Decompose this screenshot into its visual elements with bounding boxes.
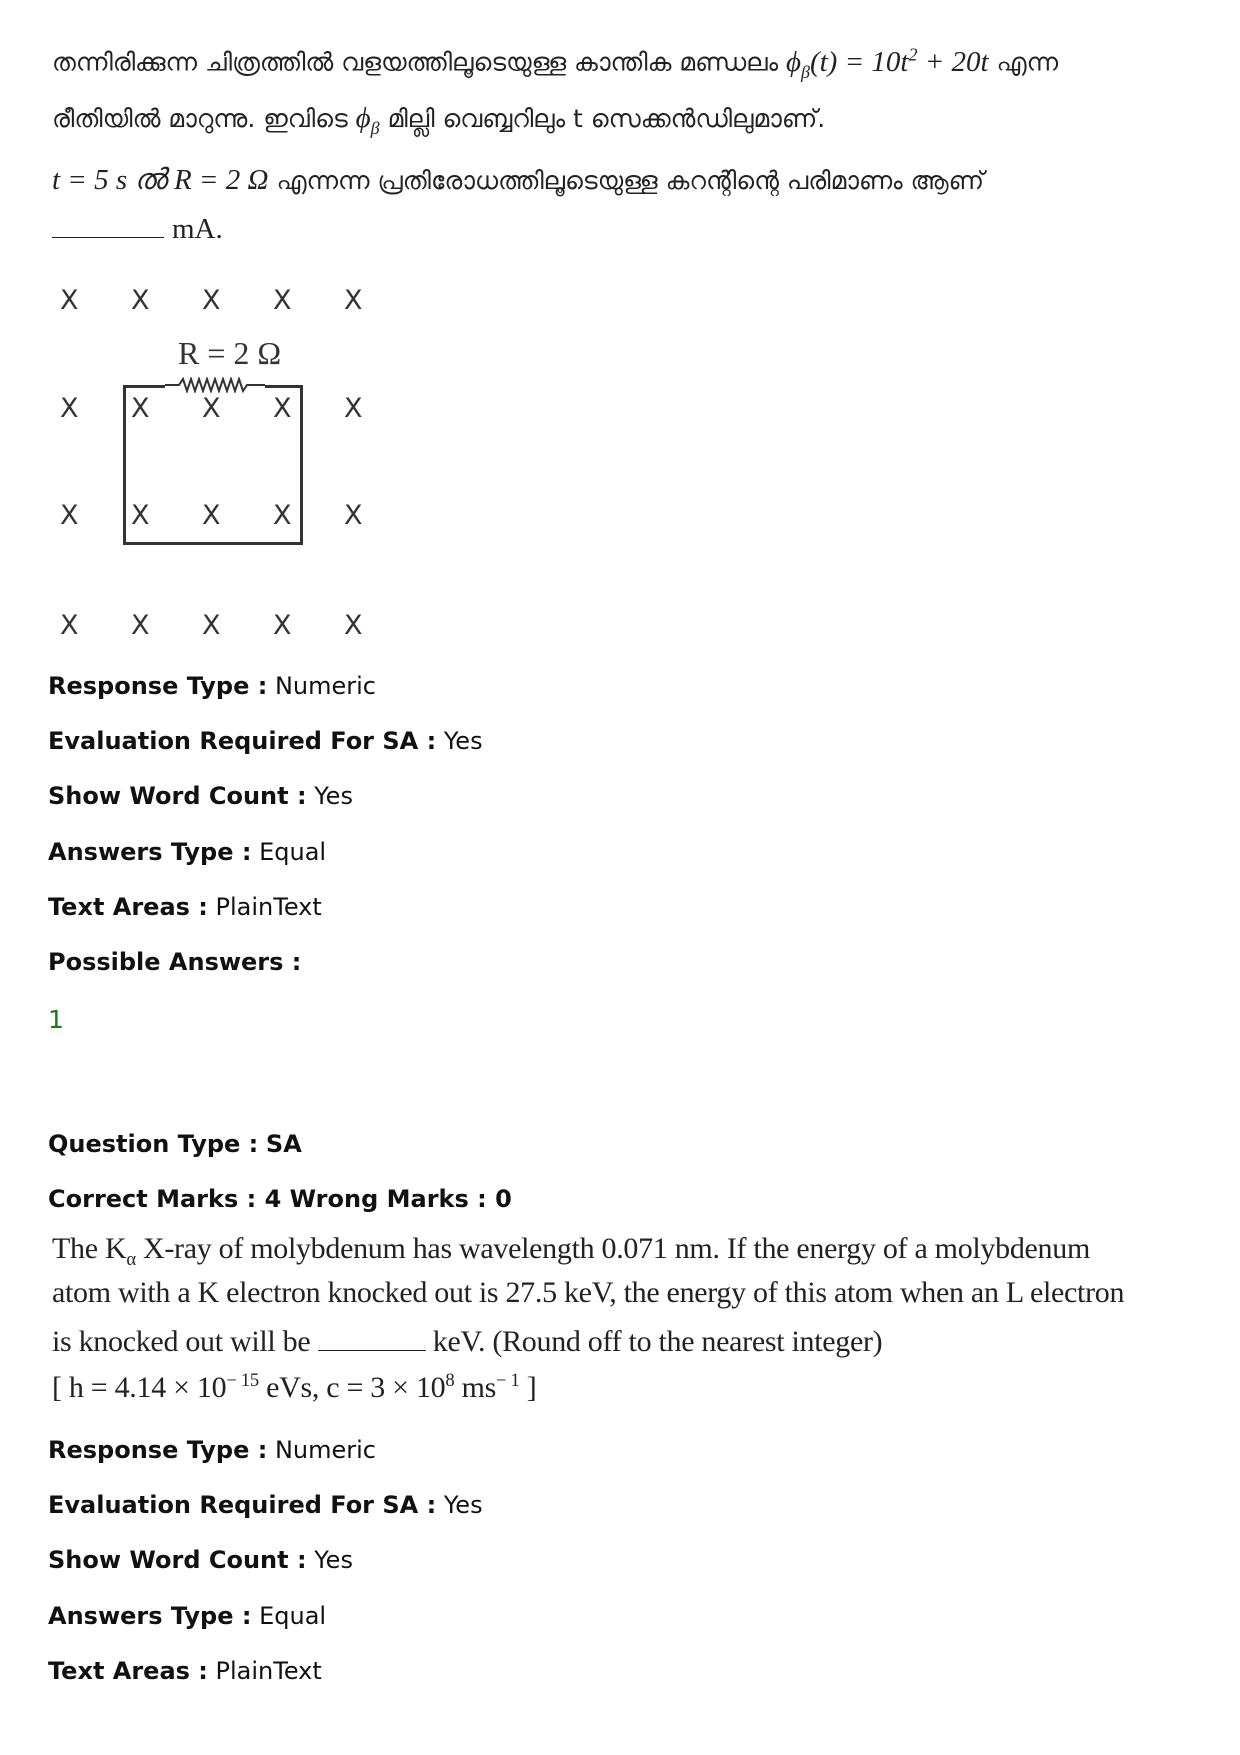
field-mark: X — [131, 393, 150, 424]
field-mark: X — [202, 393, 221, 424]
response-type-label: Response Type : — [48, 672, 268, 700]
q2-line3-pre: is knocked out will be — [52, 1325, 311, 1358]
bracket-close: ] — [519, 1371, 537, 1404]
text-areas-row — [48, 1657, 322, 1685]
q1-line3-text: എന്നന്ന പ്രതിരോധത്തിലൂടെയുള്ള കറന്റിന്റെ പരിമാണം ആണ് — [276, 166, 984, 195]
word-count-row — [48, 782, 353, 810]
q2-constants — [52, 1370, 536, 1405]
q1-flux-symbol — [355, 102, 380, 138]
q2-line3-post: keV. (Round off to the nearest integer) — [432, 1325, 883, 1358]
field-mark: X — [344, 610, 363, 641]
answers-type-label: Answers Type : — [48, 838, 252, 866]
text-areas-label: Text Areas : — [48, 1657, 208, 1685]
q1-line3-math: t = 5 s ൽ R = 2 Ω — [52, 164, 269, 196]
exponent-h: − 15 — [226, 1370, 259, 1391]
field-mark: X — [202, 610, 221, 641]
field-mark: X — [60, 285, 79, 316]
text-areas-label: Text Areas : — [48, 893, 208, 921]
field-mark: X — [273, 610, 292, 641]
q2-line-1 — [52, 1232, 1090, 1271]
magnetic-field-diagram — [40, 275, 400, 655]
word-count-value: Yes — [314, 1546, 353, 1574]
phi-symbol-2: ϕ — [355, 102, 371, 134]
resistor-label: R = 2 Ω — [178, 335, 282, 371]
response-type-label: Response Type : — [48, 1436, 268, 1464]
field-mark: X — [202, 500, 221, 531]
response-type-row — [48, 1436, 376, 1464]
eval-required-label: Evaluation Required For SA : — [48, 727, 437, 755]
q1-line1-text: തന്നിരിക്കുന്ന ചിത്രത്തിൽ വളയത്തിലൂടെയുള്ള കാന്തിക മണ്ഡലം — [52, 47, 779, 77]
possible-answers-label: Possible Answers : — [48, 948, 302, 976]
answers-type-value: Equal — [259, 1602, 327, 1630]
q1-line-3 — [52, 164, 984, 197]
answers-type-value: Equal — [259, 838, 327, 866]
q2-line-2: atom with a K electron knocked out is 27.5 keV, the energy of this atom when an L electron — [52, 1276, 1125, 1309]
q1-line2-text: രീതിയിൽ മാറുന്നു. ഇവിടെ — [52, 104, 348, 133]
field-mark: X — [60, 610, 79, 641]
word-count-label: Show Word Count : — [48, 1546, 307, 1574]
q1-line1-tail: എന്ന — [996, 47, 1059, 77]
field-mark: X — [60, 393, 79, 424]
answer-blank — [52, 212, 164, 238]
answers-type-label: Answers Type : — [48, 1602, 252, 1630]
q1-line-4 — [52, 212, 223, 246]
constant-c: eVs, c = 3 × 10 — [258, 1371, 446, 1404]
beta-subscript-2: β — [370, 117, 380, 138]
eval-required-value: Yes — [443, 727, 483, 755]
eval-required-row — [48, 1491, 483, 1519]
resistor-icon — [165, 377, 265, 393]
field-mark: X — [344, 285, 363, 316]
answers-type-row — [48, 1602, 326, 1630]
text-areas-value: PlainText — [215, 893, 322, 921]
field-mark: X — [131, 285, 150, 316]
field-mark: X — [273, 393, 292, 424]
marks-row — [48, 1185, 512, 1213]
q1-flux-formula — [786, 44, 989, 82]
word-count-row — [48, 1546, 353, 1574]
field-mark: X — [60, 500, 79, 531]
word-count-label: Show Word Count : — [48, 782, 307, 810]
field-mark: X — [131, 610, 150, 641]
q2-line1-pre: The K — [52, 1232, 127, 1265]
field-mark: X — [273, 285, 292, 316]
formula-part: (t) = 10t — [809, 45, 909, 78]
field-mark: X — [202, 285, 221, 316]
word-count-value: Yes — [314, 782, 353, 810]
marks-text: Correct Marks : 4 Wrong Marks : 0 — [48, 1185, 512, 1213]
formula-exponent: 2 — [908, 44, 918, 64]
exponent-c: 8 — [445, 1370, 455, 1391]
text-areas-value: PlainText — [215, 1657, 322, 1685]
text-areas-row — [48, 893, 322, 921]
question-type-value: SA — [265, 1130, 302, 1158]
q1-line2-tail: മില്ലി വെബ്ബറിലും t സെക്കൻഡിലുമാണ്. — [387, 104, 826, 133]
exponent-ms: − 1 — [496, 1370, 520, 1391]
q2-line-3 — [52, 1320, 882, 1359]
answers-type-row — [48, 838, 326, 866]
phi-symbol: ϕ — [786, 45, 802, 78]
response-type-value: Numeric — [274, 1436, 376, 1464]
q1-line-2 — [52, 102, 825, 139]
possible-answers-row — [48, 948, 301, 976]
field-mark: X — [273, 500, 292, 531]
beta-subscript: β — [801, 61, 810, 82]
field-mark: X — [344, 500, 363, 531]
q2-line1-post: X-ray of molybdenum has wavelength 0.071 nm. If the energy of a molybdenum — [135, 1232, 1090, 1265]
question-type-row — [48, 1130, 302, 1158]
eval-required-row — [48, 727, 483, 755]
eval-required-value: Yes — [443, 1491, 483, 1519]
formula-end: + 20t — [917, 45, 989, 78]
field-mark: X — [344, 393, 363, 424]
alpha-subscript: α — [126, 1249, 136, 1270]
possible-answer-value: 1 — [48, 1005, 64, 1034]
question-type-label: Question Type : — [48, 1130, 259, 1158]
constant-h: [ h = 4.14 × 10 — [52, 1371, 227, 1404]
field-mark: X — [131, 500, 150, 531]
answer-blank — [318, 1320, 426, 1351]
q1-unit: mA. — [171, 213, 223, 245]
q1-line-1 — [52, 44, 1058, 82]
unit-ms: ms — [454, 1371, 497, 1404]
response-type-row — [48, 672, 376, 700]
response-type-value: Numeric — [274, 672, 376, 700]
eval-required-label: Evaluation Required For SA : — [48, 1491, 437, 1519]
